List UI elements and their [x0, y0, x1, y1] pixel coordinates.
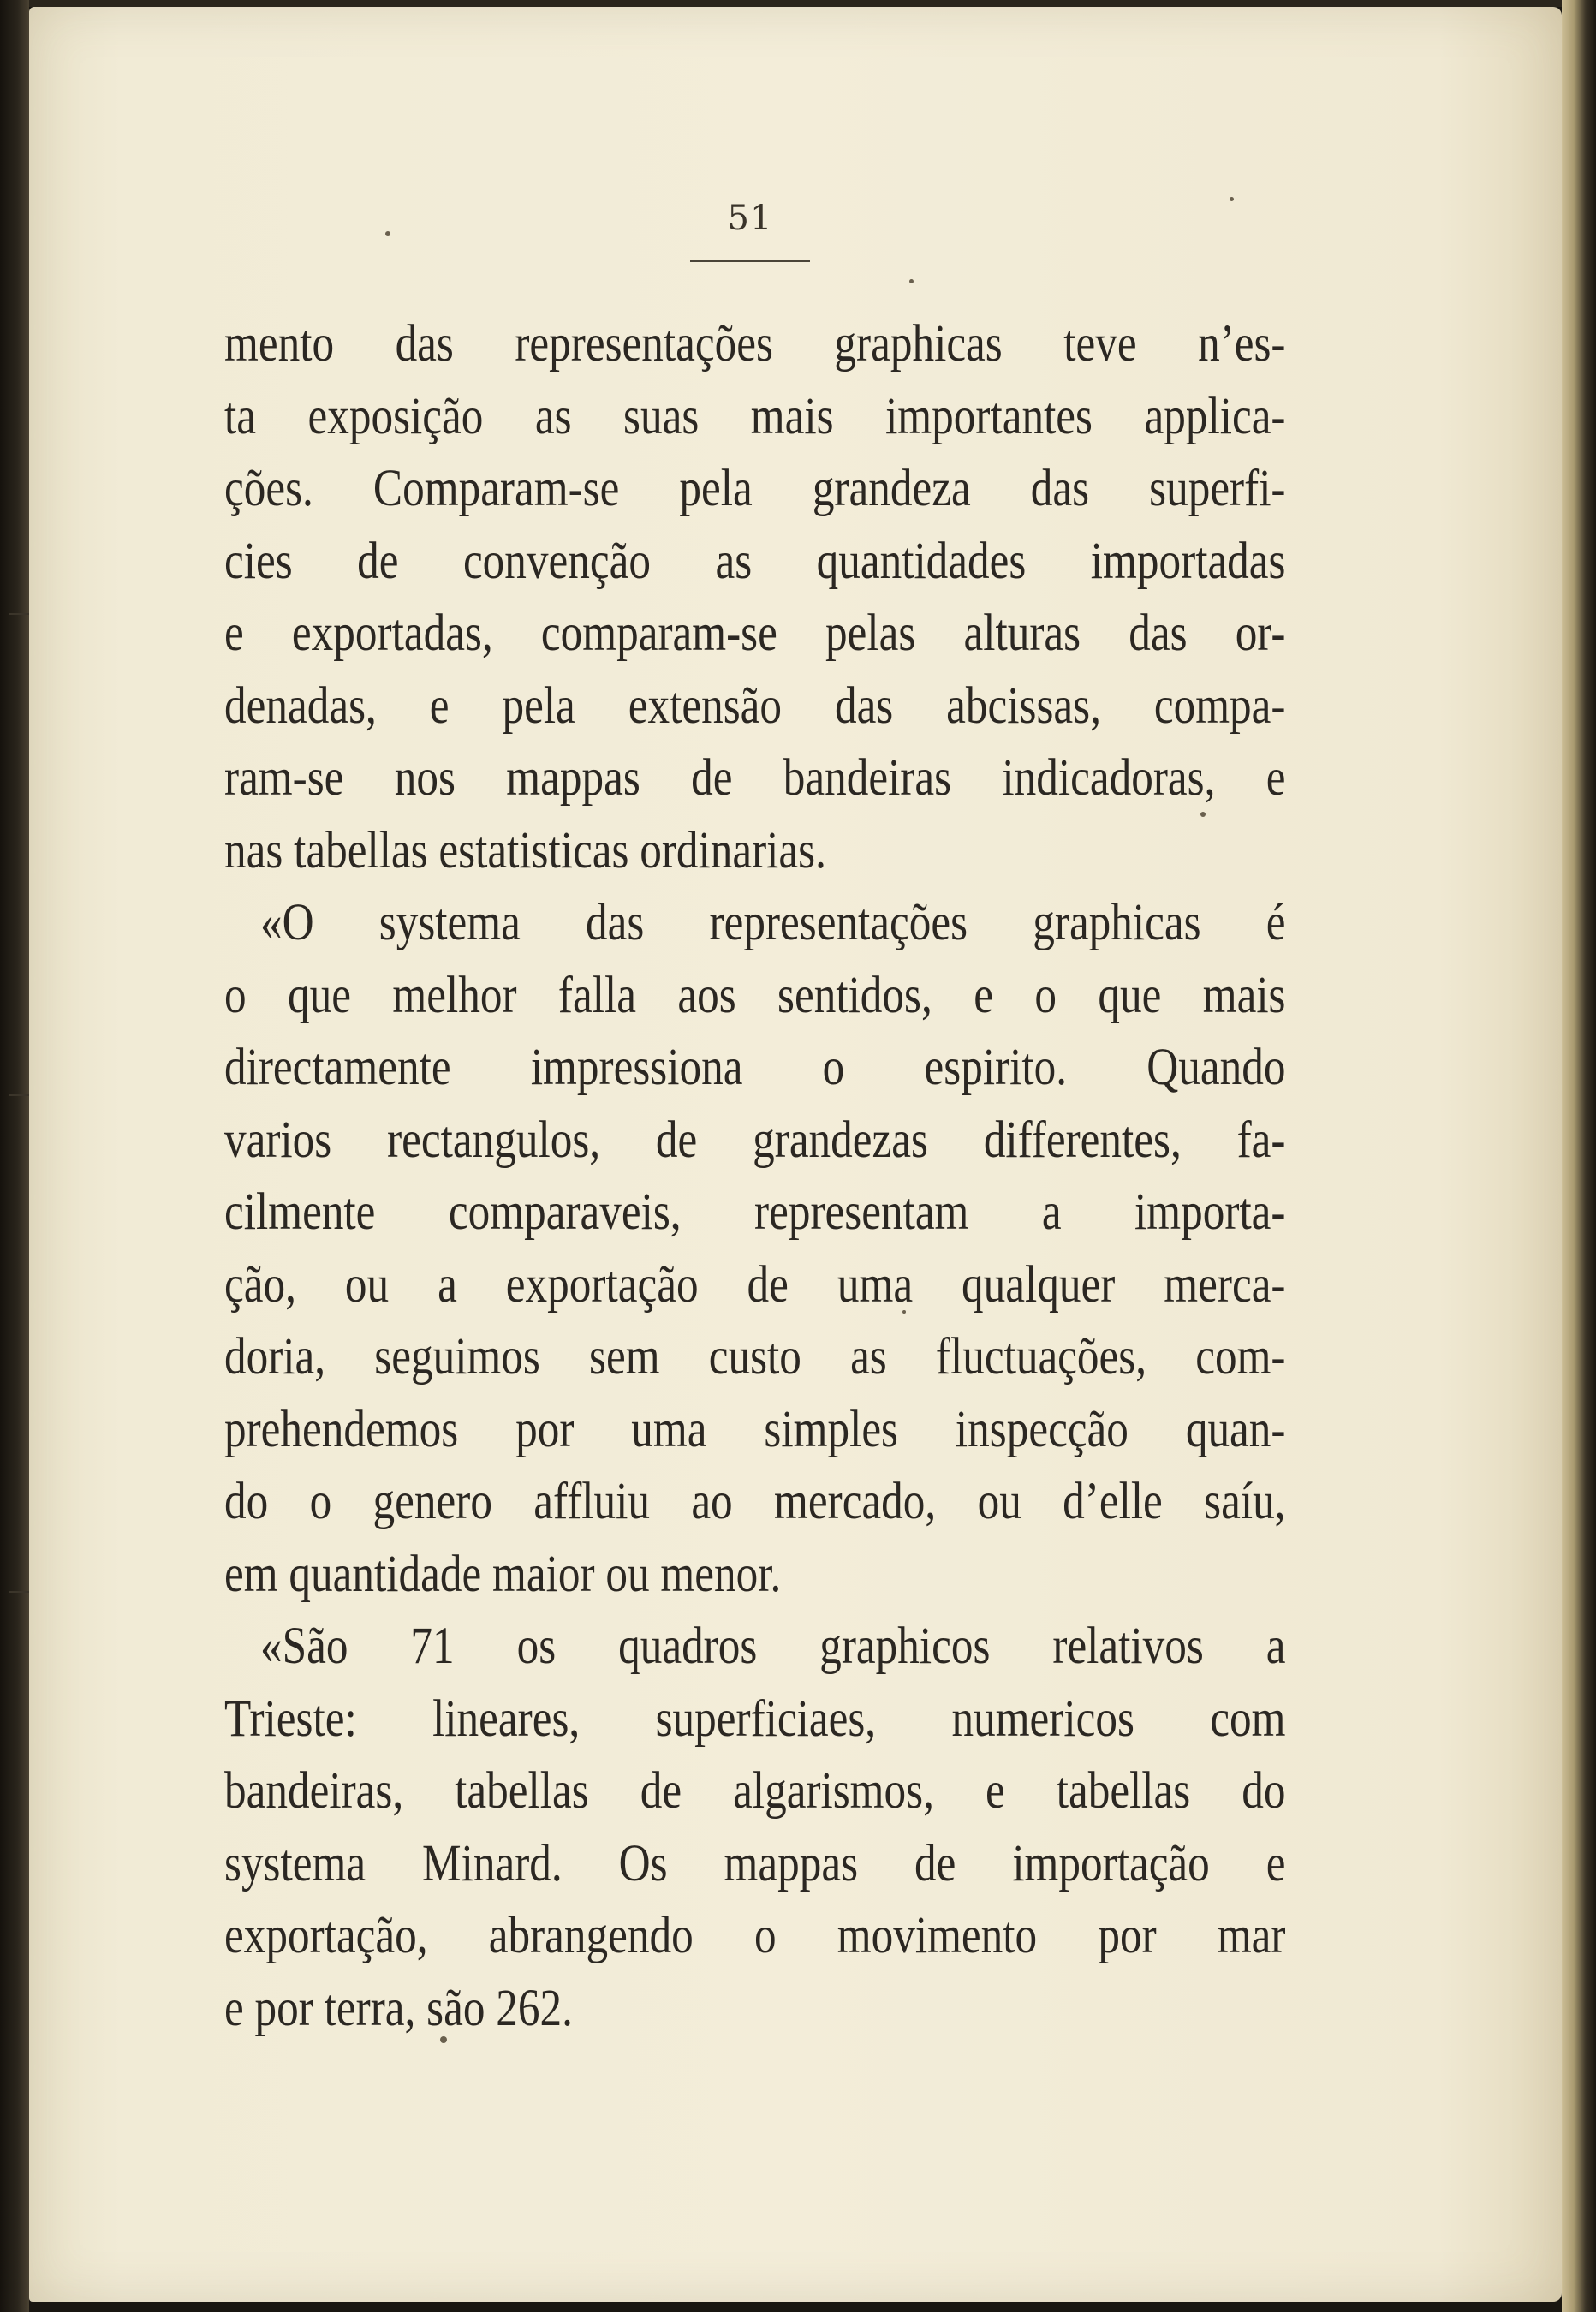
text-line: e por terra, são 262. — [224, 1979, 573, 2037]
page-number-rule — [690, 260, 810, 262]
text-line: ções. Comparam-se pela grandeza das superfi- — [224, 460, 1286, 517]
paper-speck — [909, 279, 914, 283]
text-line: cilmente comparaveis, representam a importa- — [224, 1183, 1286, 1241]
paragraph — [224, 1611, 1286, 2045]
text-line: varios rectangulos, de grandezas differentes, fa- — [224, 1111, 1286, 1169]
text-line: ção, ou a exportação de uma qualquer merca- — [224, 1255, 1286, 1314]
text-line: exportação, abrangendo o movimento por mar — [224, 1907, 1286, 1964]
text-line: «São 71 os quadros graphicos relativos a — [260, 1618, 1286, 1675]
paper-speck — [385, 231, 390, 236]
paragraph — [224, 887, 1286, 1611]
page-number: 51 — [727, 199, 773, 238]
text-line: o que melhor falla aos sentidos, e o que mais — [224, 966, 1286, 1024]
text-line: directamente impressiona o espirito. Quando — [224, 1039, 1286, 1096]
book-gutter — [0, 0, 29, 2312]
page-edge-right — [1562, 0, 1596, 2312]
text-line: doria, seguimos sem custo as fluctuações, com- — [224, 1328, 1286, 1385]
text-line: Trieste: lineares, superficiaes, numericos com — [224, 1689, 1286, 1748]
top-edge — [29, 0, 1562, 7]
text-line: ram-se nos mappas de bandeiras indicadoras, e — [224, 749, 1286, 807]
text-line: systema Minard. Os mappas de importação e — [224, 1834, 1286, 1892]
text-line: nas tabellas estatisticas ordinarias. — [224, 821, 826, 879]
paper-speck — [1230, 197, 1234, 201]
text-line: prehendemos por uma simples inspecção quan- — [224, 1400, 1286, 1458]
body-text — [224, 308, 1286, 2045]
text-line: denadas, e pela extensão das abcissas, compa- — [224, 676, 1286, 735]
text-line: em quantidade maior ou menor. — [224, 1545, 782, 1603]
text-line: «O systema das representações graphicas é — [260, 894, 1286, 951]
text-line: mento das representações graphicas teve n’es- — [224, 315, 1286, 372]
text-line: do o genero affluiu ao mercado, ou d’elle saíu, — [224, 1473, 1286, 1530]
text-line: e exportadas, comparam-se pelas alturas das or- — [224, 605, 1286, 662]
text-line: cies de convenção as quantidades importadas — [224, 532, 1286, 590]
paragraph — [224, 308, 1286, 887]
text-line: bandeiras, tabellas de algarismos, e tabellas do — [224, 1762, 1286, 1820]
text-line: ta exposição as suas mais importantes applica- — [224, 387, 1286, 445]
